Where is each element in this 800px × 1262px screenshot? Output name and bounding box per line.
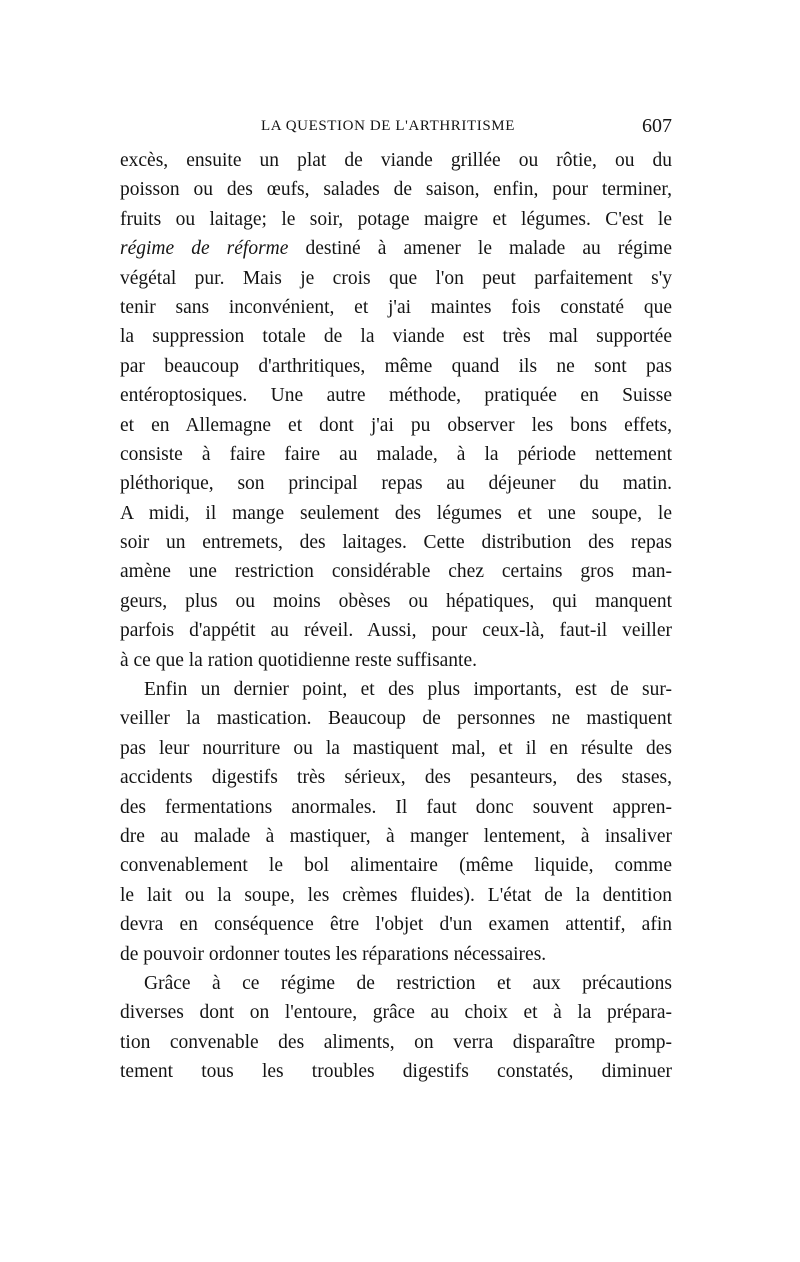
- text-line: entéroptosiques. Une autre méthode, pratiquée en Suisse: [120, 385, 672, 407]
- text-line: A midi, il mange seulement des légumes et une soupe, le: [120, 502, 672, 524]
- running-head: [120, 115, 672, 142]
- text-line: diverses dont on l'entoure, grâce au choix et à la prépara-: [120, 1002, 672, 1024]
- text-line: poisson ou des œufs, salades de saison, enfin, pour terminer,: [120, 179, 672, 201]
- italic-term: régime de réforme: [120, 238, 289, 260]
- text-line: végétal pur. Mais je crois que l'on peut parfaitement s'y: [120, 267, 672, 289]
- text-line: Grâce à ce régime de restriction et aux précautions: [144, 972, 672, 994]
- text-line: convenablement le bol alimentaire (même liquide, comme: [120, 855, 672, 877]
- text-line: pléthorique, son principal repas au déjeuner du matin.: [120, 473, 672, 495]
- text-line: des fermentations anormales. Il faut donc souvent appren-: [120, 796, 672, 818]
- text-line: à ce que la ration quotidienne reste suffisante.: [120, 649, 478, 671]
- text-line: veiller la mastication. Beaucoup de personnes ne mastiquent: [120, 708, 672, 730]
- text-line: amène une restriction considérable chez certains gros man-: [120, 561, 672, 583]
- text-line: tenir sans inconvénient, et j'ai maintes fois constaté que: [120, 296, 672, 318]
- text-line: et en Allemagne et dont j'ai pu observer les bons effets,: [120, 414, 672, 436]
- text-line: tion convenable des aliments, on verra disparaître promp-: [120, 1031, 672, 1053]
- running-head-title: LA QUESTION DE L'ARTHRITISME: [261, 118, 516, 134]
- text-line: fruits ou laitage; le soir, potage maigre et légumes. C'est le: [120, 208, 672, 230]
- text-line: consiste à faire faire au malade, à la période nettement: [120, 443, 672, 465]
- text-line: tement tous les troubles digestifs constatés, diminuer: [120, 1061, 672, 1083]
- text-line: accidents digestifs très sérieux, des pesanteurs, des stases,: [120, 767, 672, 789]
- text-line: [120, 234, 672, 263]
- text-line: de pouvoir ordonner toutes les réparations nécessaires.: [120, 943, 547, 965]
- text-line: pas leur nourriture ou la mastiquent mal, et il en résulte des: [120, 737, 672, 759]
- text-line: excès, ensuite un plat de viande grillée ou rôtie, ou du: [120, 150, 672, 171]
- text-line: Enfin un dernier point, et des plus importants, est de sur-: [144, 679, 672, 701]
- text-line: le lait ou la soupe, les crèmes fluides). L'état de la dentition: [120, 884, 672, 906]
- text-line: par beaucoup d'arthritiques, même quand ils ne sont pas: [120, 355, 672, 377]
- text-line: geurs, plus ou moins obèses ou hépatiques, qui manquent: [120, 590, 672, 612]
- body-text: [120, 146, 672, 1087]
- text-line: soir un entremets, des laitages. Cette distribution des repas: [120, 532, 672, 554]
- text-line: parfois d'appétit au réveil. Aussi, pour ceux-là, faut-il veiller: [120, 620, 672, 642]
- page-number: 607: [642, 115, 672, 137]
- text-line: la suppression totale de la viande est très mal supportée: [120, 326, 672, 348]
- line-text-after: destiné à amener le malade au régime: [288, 238, 672, 260]
- text-line: dre au malade à mastiquer, à manger lentement, à insaliver: [120, 825, 672, 847]
- text-line: devra en conséquence être l'objet d'un examen attentif, afin: [120, 914, 672, 936]
